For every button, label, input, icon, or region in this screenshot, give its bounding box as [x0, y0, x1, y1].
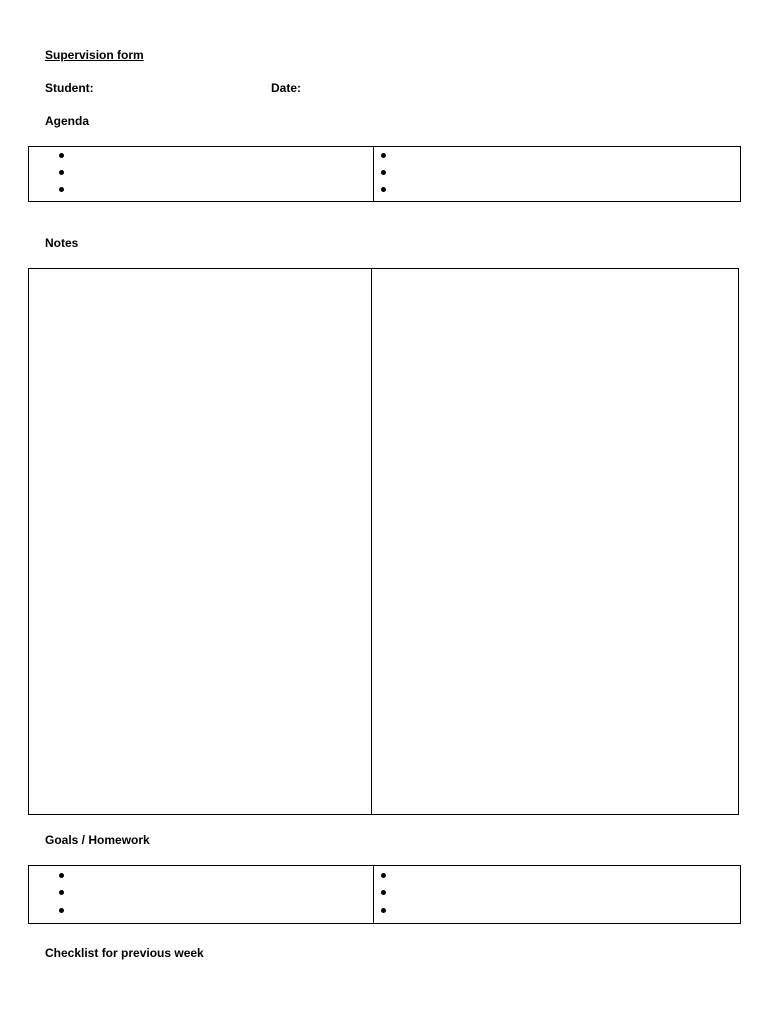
- agenda-left-bullet-2: [59, 170, 64, 175]
- goals-left-bullet-2: [59, 890, 64, 895]
- notes-heading: Notes: [45, 236, 79, 250]
- agenda-left-bullet-3: [59, 187, 64, 192]
- goals-right-bullet-3: [381, 908, 386, 913]
- goals-left-bullet-3: [59, 908, 64, 913]
- agenda-right-bullet-1: [381, 153, 386, 158]
- goals-right-bullet-2: [381, 890, 386, 895]
- agenda-right-bullet-3: [381, 187, 386, 192]
- date-label: Date:: [271, 81, 302, 95]
- goals-left-bullet-1: [59, 873, 64, 878]
- goals-right-bullet-1: [381, 873, 386, 878]
- agenda-right-bullet-2: [381, 170, 386, 175]
- notes-table: [28, 268, 739, 815]
- notes-column-divider: [371, 269, 372, 814]
- form-title: Supervision form: [45, 48, 144, 62]
- goals-heading: Goals / Homework: [45, 833, 150, 847]
- student-label: Student:: [45, 81, 94, 95]
- agenda-column-divider: [373, 147, 374, 201]
- checklist-heading: Checklist for previous week: [45, 946, 204, 960]
- goals-table: [28, 865, 741, 924]
- agenda-table: [28, 146, 741, 202]
- agenda-heading: Agenda: [45, 114, 90, 128]
- agenda-left-bullet-1: [59, 153, 64, 158]
- goals-column-divider: [373, 866, 374, 923]
